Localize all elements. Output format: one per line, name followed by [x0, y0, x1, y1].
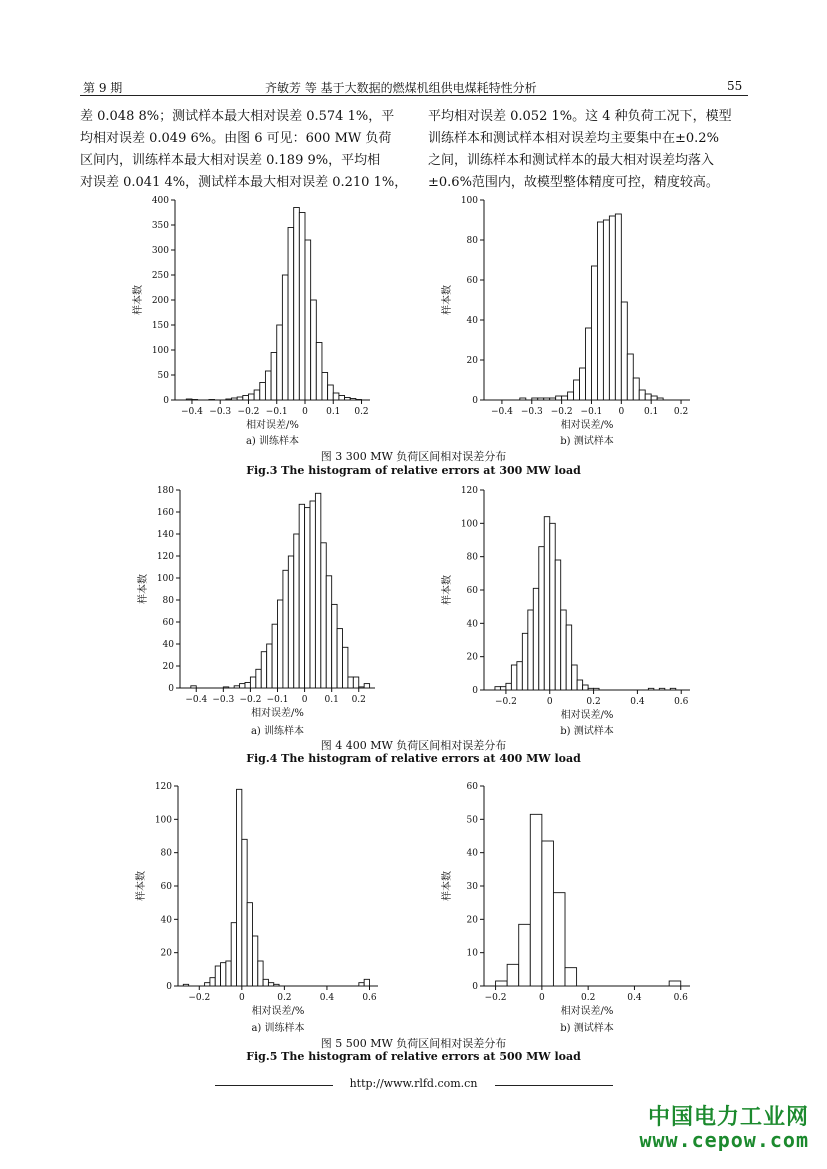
x-tick-label: −0.3: [209, 407, 232, 417]
histogram-bar: [568, 392, 574, 400]
histogram-bar: [221, 963, 226, 986]
histogram-bar: [519, 924, 531, 986]
histogram-bar: [562, 396, 568, 400]
fig5a-panel-label: a) 训练样本: [251, 1023, 305, 1034]
histogram-bar: [271, 353, 277, 401]
histogram-bar: [245, 683, 250, 689]
histogram-bar: [240, 684, 245, 688]
x-axis-label: 相对误差/%: [251, 708, 304, 719]
x-tick-label: 0.6: [674, 697, 689, 707]
histogram-bar: [648, 688, 653, 690]
y-tick-label: 100: [156, 574, 174, 584]
x-axis-label: 相对误差/%: [246, 420, 299, 431]
histogram-bar: [597, 222, 603, 400]
histogram-bar: [591, 266, 597, 400]
histogram-bar: [267, 644, 272, 688]
y-tick-label: 100: [154, 815, 172, 826]
histogram-bar: [305, 508, 310, 688]
x-tick-label: −0.2: [550, 407, 573, 417]
histogram-bar: [268, 983, 273, 986]
y-tick-label: 120: [460, 486, 478, 496]
x-tick-label: −0.4: [185, 695, 208, 705]
histogram-bar: [248, 394, 254, 400]
x-axis-label: 相对误差/%: [251, 1006, 305, 1017]
fig3b-histogram: [440, 196, 700, 431]
histogram-bar: [305, 240, 311, 400]
histogram-bar: [594, 688, 599, 690]
y-tick-label: 40: [160, 915, 172, 926]
body-line: 区间内，训练样本最大相对误差 0.189 9%，平均相: [80, 153, 381, 168]
y-tick-label: 100: [460, 519, 478, 530]
histogram-bar: [250, 677, 255, 688]
histogram-bar: [550, 523, 555, 690]
y-tick-label: 0: [472, 982, 478, 992]
x-axis-label: 相对误差/%: [560, 710, 614, 721]
y-axis-label: 样本数: [138, 574, 149, 604]
histogram-bar: [272, 624, 277, 688]
y-tick-label: 80: [162, 596, 174, 606]
x-tick-label: 0.4: [627, 993, 642, 1003]
histogram-bar: [321, 543, 326, 688]
histogram-bar: [254, 390, 260, 400]
histogram-bar: [621, 302, 627, 400]
x-tick-label: 0: [618, 407, 625, 417]
histogram-bar: [553, 893, 565, 986]
x-tick-label: 0.2: [351, 695, 366, 705]
x-tick-label: −0.1: [580, 407, 603, 417]
y-tick-label: 80: [466, 236, 478, 246]
histogram-bar: [316, 343, 322, 401]
x-tick-label: 0.2: [580, 993, 596, 1003]
y-tick-label: 50: [157, 371, 169, 381]
watermark-title: 中国电力工业网: [647, 1105, 809, 1130]
histogram-bar: [555, 560, 560, 690]
histogram-bar: [191, 686, 196, 688]
histogram-bar: [247, 903, 252, 986]
fig5-caption-cn: 图 5 500 MW 负荷区间相对误差分布: [320, 1037, 507, 1050]
x-tick-label: 0.6: [362, 993, 377, 1003]
body-line: 差 0.048 8%；测试样本最大相对误差 0.574 1%，平: [80, 109, 395, 124]
histogram-bar: [186, 399, 192, 400]
y-tick-label: 20: [466, 652, 478, 663]
y-tick-label: 160: [156, 508, 174, 518]
histogram-bar: [544, 398, 550, 400]
x-tick-label: −0.1: [265, 407, 288, 417]
x-tick-label: −0.2: [188, 993, 211, 1003]
histogram-bar: [572, 665, 577, 690]
histogram-bar: [215, 966, 220, 986]
fig4b-histogram: [440, 484, 700, 721]
histogram-bar: [283, 570, 288, 688]
histogram-bar: [288, 228, 294, 401]
histogram-bar: [669, 981, 681, 986]
histogram-bar: [232, 398, 238, 400]
histogram-bar: [345, 398, 351, 401]
histogram-bar: [263, 979, 268, 986]
histogram-bar: [205, 983, 210, 986]
histogram-bar: [294, 534, 299, 688]
fig4a-panel-label: a) 训练样本: [250, 726, 305, 737]
histogram-bar: [533, 588, 538, 690]
histogram-bar: [356, 400, 362, 401]
y-tick-label: 20: [466, 356, 478, 366]
body-line: ±0.6%范围内，故模型整体精度可控，精度较高。: [428, 175, 719, 190]
x-tick-label: −0.2: [237, 407, 260, 417]
x-tick-label: 0.1: [644, 407, 659, 417]
body-line: 之间，训练样本和测试样本的最大相对误差均落入: [428, 153, 715, 168]
body-line: 训练样本和测试样本相对误差均主要集中在±0.2%: [428, 131, 719, 146]
y-tick-label: 80: [466, 552, 478, 563]
y-tick-label: 0: [472, 686, 478, 696]
histogram-bar: [337, 629, 342, 688]
histogram-bar: [542, 841, 554, 986]
fig3b-panel-label: b) 测试样本: [560, 436, 614, 447]
y-tick-label: 50: [466, 815, 478, 826]
fig4-caption-cn: 图 4 400 MW 负荷区间相对误差分布: [320, 739, 507, 752]
x-tick-label: −0.2: [484, 993, 507, 1003]
histogram-bar: [580, 368, 586, 400]
histogram-bar: [223, 687, 228, 688]
histogram-bar: [252, 936, 257, 986]
histogram-bar: [532, 398, 538, 400]
histogram-bar: [278, 600, 283, 688]
fig3a-panel-label: a) 训练样本: [245, 436, 300, 447]
x-tick-label: 0: [238, 993, 245, 1003]
body-line: 均相对误差 0.049 6%。由图 6 可见：600 MW 负荷: [80, 131, 392, 146]
histogram-bar: [500, 687, 505, 690]
y-tick-label: 0: [163, 396, 169, 406]
histogram-bar: [231, 923, 236, 986]
histogram-bar: [353, 677, 358, 688]
histogram-bar: [603, 220, 609, 400]
histogram-bar: [627, 354, 633, 400]
histogram-bar: [234, 686, 239, 688]
fig4a-histogram: [130, 484, 390, 719]
histogram-bar: [574, 380, 580, 400]
x-tick-label: −0.4: [181, 407, 203, 417]
watermark-url: www.cepow.com: [639, 1128, 809, 1152]
y-tick-label: 60: [466, 782, 478, 792]
histogram-bar: [633, 378, 639, 400]
histogram-bar: [258, 961, 263, 986]
histogram-bar: [550, 398, 556, 400]
y-tick-label: 40: [466, 316, 478, 326]
x-tick-label: 0.2: [354, 407, 369, 417]
footer-rule-right: [495, 1085, 613, 1086]
y-tick-label: 300: [151, 246, 169, 256]
histogram-bar: [260, 383, 266, 401]
histogram-bar: [359, 983, 364, 986]
y-tick-label: 200: [151, 296, 169, 306]
histogram-bar: [242, 839, 247, 986]
y-tick-label: 350: [151, 221, 169, 231]
histogram-bar: [506, 683, 511, 690]
histogram-bar: [561, 610, 566, 690]
x-tick-label: 0.2: [277, 993, 292, 1003]
fig4b-panel-label: b) 测试样本: [560, 726, 614, 737]
y-tick-label: 60: [162, 618, 174, 628]
body-line: 平均相对误差 0.052 1%。这 4 种负荷工况下，模型: [428, 109, 732, 124]
x-axis-label: 相对误差/%: [560, 1006, 614, 1017]
histogram-bar: [328, 385, 334, 400]
histogram-bar: [326, 576, 331, 688]
histogram-bar: [339, 396, 345, 401]
histogram-bar: [586, 328, 592, 400]
histogram-bar: [226, 961, 231, 986]
x-tick-label: 0.1: [326, 407, 341, 417]
histogram-bar: [299, 213, 305, 401]
y-tick-label: 180: [156, 486, 174, 496]
histogram-bar: [364, 684, 369, 688]
y-tick-label: 40: [466, 619, 478, 630]
body-line: 对误差 0.041 4%，测试样本最大相对误差 0.210 1%，: [80, 175, 408, 190]
histogram-bar: [209, 400, 215, 401]
histogram-bar: [343, 647, 348, 688]
x-tick-label: −0.2: [494, 697, 517, 707]
histogram-bar: [332, 604, 337, 688]
histogram-bar: [277, 325, 283, 400]
x-tick-label: 0.2: [586, 697, 601, 707]
histogram-bar: [333, 393, 339, 400]
x-axis-label: 相对误差/%: [560, 420, 614, 431]
histogram-bar: [538, 398, 544, 400]
histogram-bar: [288, 556, 293, 688]
histogram-bar: [348, 677, 353, 688]
x-tick-label: 0.6: [673, 993, 688, 1003]
y-tick-label: 80: [160, 848, 172, 859]
histogram-bar: [282, 275, 288, 400]
histogram-bar: [565, 968, 577, 986]
histogram-bar: [670, 688, 675, 690]
y-tick-label: 0: [168, 684, 174, 694]
fig3a-histogram: [130, 196, 390, 431]
y-tick-label: 150: [151, 321, 169, 331]
y-tick-label: 10: [466, 948, 478, 959]
histogram-bar: [615, 214, 621, 400]
y-tick-label: 20: [160, 948, 172, 959]
histogram-bar: [311, 300, 317, 400]
y-axis-label: 样本数: [442, 575, 453, 605]
histogram-bar: [237, 789, 242, 986]
x-tick-label: 0.1: [324, 695, 339, 705]
y-tick-label: 0: [472, 396, 478, 406]
header-rule: [80, 95, 748, 96]
histogram-bar: [310, 501, 315, 688]
y-tick-label: 250: [151, 271, 169, 281]
histogram-bar: [243, 396, 249, 401]
body-left-column: [80, 106, 407, 194]
y-tick-label: 0: [166, 982, 172, 992]
histogram-bar: [520, 398, 526, 400]
histogram-bar: [350, 399, 356, 401]
fig5a-histogram: [130, 778, 390, 1017]
histogram-bar: [566, 625, 571, 690]
histogram-bar: [609, 216, 615, 400]
x-tick-label: −0.3: [212, 695, 235, 705]
y-axis-label: 样本数: [442, 285, 453, 315]
histogram-bar: [192, 400, 198, 401]
x-tick-label: 0: [302, 407, 308, 417]
histogram-bar: [651, 396, 657, 400]
x-tick-label: −0.2: [239, 695, 262, 705]
x-tick-label: 0.2: [673, 407, 689, 417]
histogram-bar: [226, 399, 232, 400]
fig4-caption-en: Fig.4 The histogram of relative errors at 400 MW load: [246, 752, 581, 765]
footer-url[interactable]: http://www.rlfd.com.cn: [349, 1077, 478, 1090]
y-axis-label: 样本数: [133, 285, 144, 315]
y-tick-label: 20: [466, 915, 478, 926]
histogram-bar: [539, 547, 544, 690]
y-tick-label: 120: [154, 782, 172, 792]
histogram-bar: [364, 979, 369, 986]
histogram-bar: [210, 978, 215, 986]
histogram-bar: [256, 669, 261, 688]
fig5b-histogram: [440, 778, 700, 1017]
histogram-bar: [315, 493, 320, 688]
y-tick-label: 20: [162, 662, 174, 672]
issue-number: 第 9 期: [83, 81, 123, 95]
histogram-bar: [544, 517, 549, 690]
page-number: 55: [727, 79, 743, 93]
y-tick-label: 400: [151, 196, 169, 206]
y-axis-label: 样本数: [442, 871, 453, 901]
x-tick-label: 0: [538, 993, 545, 1003]
x-tick-label: 0: [546, 697, 553, 707]
histogram-bar: [237, 397, 243, 400]
histogram-bar: [657, 398, 663, 400]
histogram-bar: [496, 981, 508, 986]
histogram-bar: [261, 652, 266, 688]
histogram-bar: [511, 665, 516, 690]
y-tick-label: 60: [466, 586, 478, 596]
y-tick-label: 60: [466, 276, 478, 286]
y-tick-label: 60: [160, 882, 172, 892]
histogram-bar: [517, 662, 522, 690]
x-tick-label: 0: [301, 695, 308, 705]
histogram-bar: [588, 688, 593, 690]
x-tick-label: −0.3: [520, 407, 543, 417]
histogram-bar: [183, 984, 188, 986]
fig3-caption-en: Fig.3 The histogram of relative errors at 300 MW load: [246, 464, 581, 477]
histogram-bar: [522, 633, 527, 690]
histogram-bar: [639, 390, 645, 400]
histogram-bar: [359, 687, 364, 688]
histogram-bar: [265, 371, 271, 400]
histogram-bar: [299, 504, 304, 688]
fig3-caption-cn: 图 3 300 MW 负荷区间相对误差分布: [320, 450, 507, 463]
histogram-bar: [583, 685, 588, 690]
y-tick-label: 100: [460, 196, 478, 206]
histogram-bar: [577, 680, 582, 690]
histogram-bar: [507, 964, 519, 986]
y-tick-label: 100: [151, 346, 169, 356]
x-tick-label: −0.1: [266, 695, 289, 705]
histogram-bar: [322, 373, 328, 401]
y-axis-label: 样本数: [136, 871, 147, 901]
histogram-bar: [530, 814, 542, 986]
y-tick-label: 40: [466, 848, 478, 859]
x-tick-label: 0.4: [630, 697, 645, 707]
running-title: 齐敏芳 等 基于大数据的燃煤机组供电煤耗特性分析: [265, 81, 537, 95]
histogram-bar: [556, 396, 562, 400]
histogram-bar: [659, 688, 664, 690]
histogram-bar: [528, 610, 533, 690]
histogram-bar: [495, 687, 500, 690]
histogram-bar: [645, 394, 651, 400]
x-tick-label: −0.4: [490, 407, 513, 417]
y-tick-label: 120: [156, 552, 174, 562]
body-right-column: [428, 106, 732, 194]
y-tick-label: 30: [466, 882, 478, 892]
fig5-caption-en: Fig.5 The histogram of relative errors at 500 MW load: [246, 1050, 581, 1063]
fig5b-panel-label: b) 测试样本: [560, 1023, 614, 1034]
y-tick-label: 140: [156, 530, 174, 540]
histogram-bar: [294, 208, 300, 401]
histogram-bar: [274, 984, 279, 986]
x-tick-label: 0.4: [319, 993, 335, 1003]
y-tick-label: 40: [162, 640, 174, 650]
